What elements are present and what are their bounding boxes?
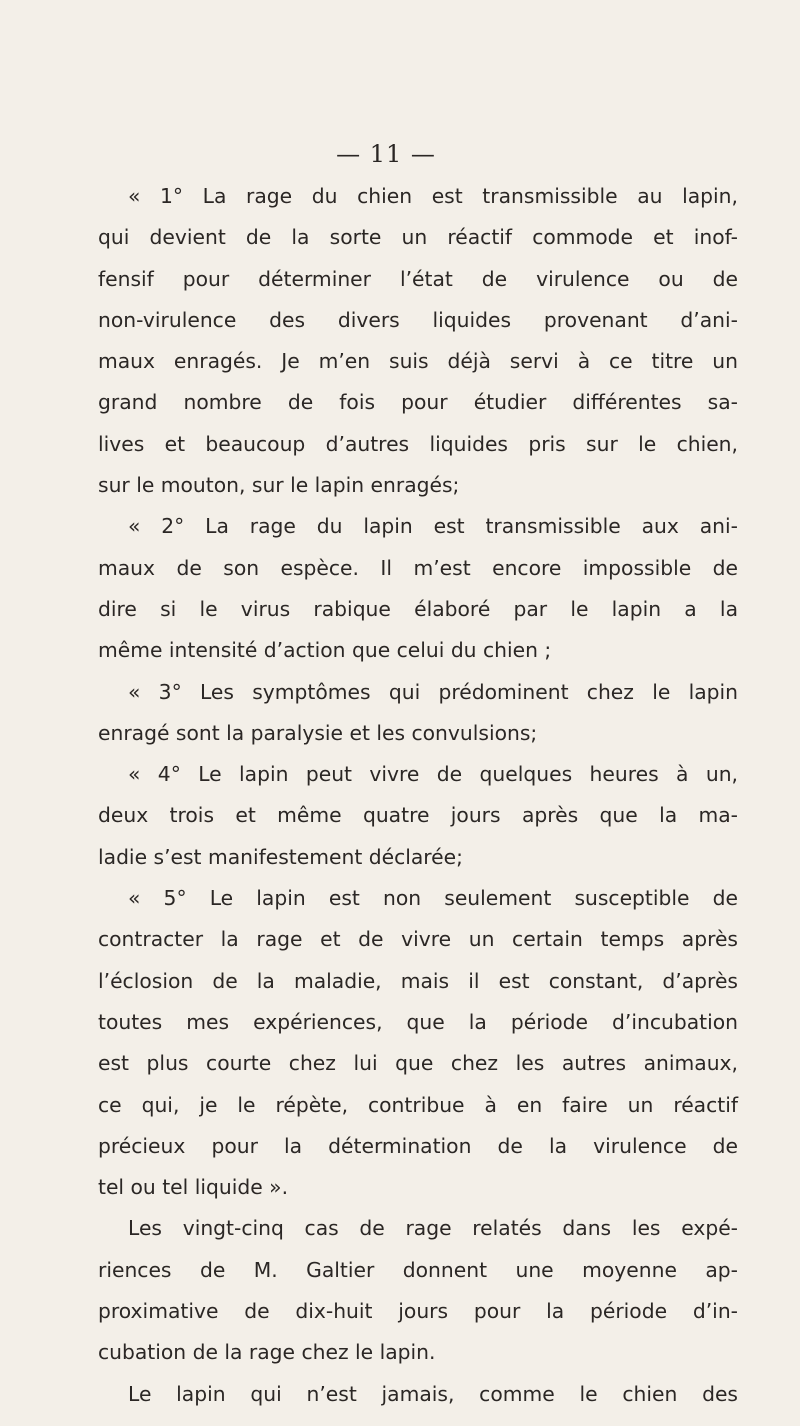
body-text [98,176,738,1415]
text-line: fensif pour déterminer l’état de virulence ou de [98,266,738,291]
text-line: toutes mes expériences, que la période d’incubation [98,1009,738,1034]
text-line: l’éclosion de la maladie, mais il est constant, d’après [98,968,738,993]
text-line: deux trois et même quatre jours après que la ma- [98,803,738,828]
text-line: contracter la rage et de vivre un certain temps après [98,927,738,952]
text-line: enragé sont la paralysie et les convulsions; [98,720,538,745]
text-line: tel ou tel liquide ». [98,1175,289,1200]
text-line: dire si le virus rabique élaboré par le lapin a la [98,596,738,621]
text-line: « 4° Le lapin peut vivre de quelques heures à un, [128,762,738,787]
text-line: lives et beaucoup d’autres liquides pris sur le chien, [98,431,738,456]
text-line: « 5° Le lapin est non seulement susceptible de [128,886,738,911]
text-line: non-virulence des divers liquides provenant d’ani- [98,307,738,332]
text-line: grand nombre de fois pour étudier différentes sa- [98,390,738,415]
text-line: même intensité d’action que celui du chien ; [98,638,552,663]
text-line: « 1° La rage du chien est transmissible au lapin, [128,184,738,208]
text-line: précieux pour la détermination de la virulence de [98,1133,738,1158]
text-line: qui devient de la sorte un réactif commode et inof- [98,225,738,250]
text-line: cubation de la rage chez le lapin. [98,1340,436,1365]
text-line: proximative de dix-huit jours pour la période d’in- [98,1299,738,1324]
text-line: est plus courte chez lui que chez les autres animaux, [98,1051,738,1076]
text-line: maux enragés. Je m’en suis déjà servi à ce titre un [98,349,738,374]
text-line: ladie s’est manifestement déclarée; [98,844,463,869]
page-number: — 11 — [336,140,436,168]
text-line: Les vingt-cinq cas de rage relatés dans les expé- [128,1216,738,1241]
text-line: maux de son espèce. Il m’est encore impossible de [98,555,738,580]
text-line: « 2° La rage du lapin est transmissible aux ani- [128,514,738,539]
text-line: « 3° Les symptômes qui prédominent chez le lapin [128,679,738,704]
text-line: Le lapin qui n’est jamais, comme le chien des [128,1381,738,1406]
text-line: sur le mouton, sur le lapin enragés; [98,473,460,498]
text-line: ce qui, je le répète, contribue à en faire un réactif [98,1092,738,1117]
text-line: riences de M. Galtier donnent une moyenne ap- [98,1257,738,1282]
